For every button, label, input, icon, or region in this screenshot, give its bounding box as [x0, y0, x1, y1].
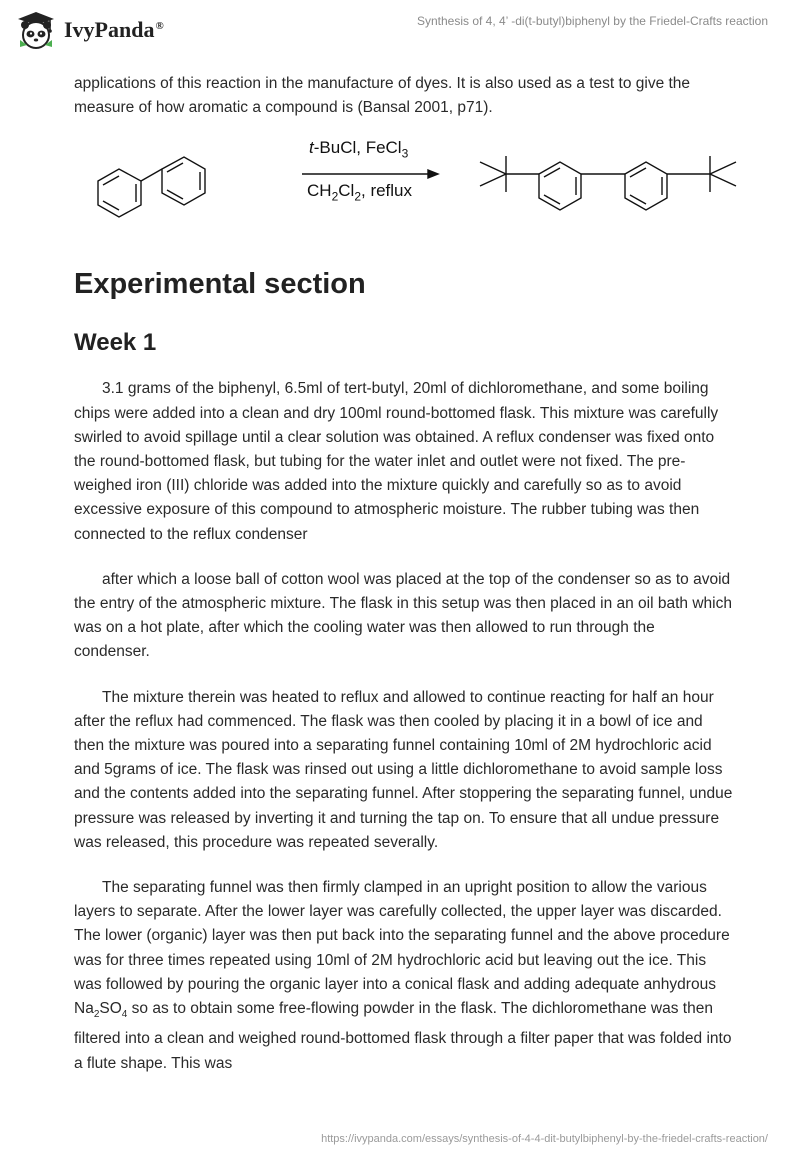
- section-heading: Experimental section: [74, 268, 366, 301]
- paragraph-3: The mixture therein was heated to reflux and allowed to continue reacting for half an hour after the reflux had commenced. The flask was then cooled by placing it in a bowl of ice and then the mixture was poured into a separating funnel containing 10ml of 2M hydrochloric acid and 5grams of ice. The flask was rinsed out using a little dichloromethane to avoid sample loss and the contents added into the separating funnel. After stoppering the separating funnel, undue pressure was released by inverting it and turning the tap on. To ensure that all undue pressure was released, this procedure was repeated severally.: [74, 688, 733, 851]
- document-title: Synthesis of 4, 4’ -di(t-butyl)biphenyl by the Friedel-Crafts reaction: [416, 14, 768, 28]
- article-body: [74, 72, 734, 1076]
- intro-paragraph: applications of this reaction in the manufacture of dyes. It is also used as a test to give the measure of how aromatic a compound is (Bansal 2001, p71).: [74, 75, 691, 117]
- reaction-arrow: [302, 170, 438, 178]
- reaction-diagram: [74, 138, 754, 250]
- subsection-heading: Week 1: [74, 329, 157, 357]
- di-tert-butylbiphenyl-structure: [480, 156, 736, 210]
- ivypanda-logo[interactable]: [14, 10, 164, 50]
- paragraph-4: The separating funnel was then firmly clamped in an upright position to allow the various layers to separate. After the lower layer was carefully collected, the upper layer was discarded. The lower (organic) layer was then put back into the separating funnel and the above procedure was for three times repeated using 10ml of 2M hydrochloric acid but leaving out the ice. This was followed by pouring the organic layer into a conical flask and adding adequate anhydrous $Na_2SO_4$ so as to obtain some free-flowing powder in the flask. The dichloromethane was then filtered into a clean and weighed round-bottomed flask through a filter paper that was folded into a flute shape. This was: [74, 879, 732, 1072]
- brand-name: IvyPanda®: [64, 17, 164, 42]
- page-header: [0, 0, 800, 70]
- reaction-reagents: t-BuCl, FeCl$_3$: [309, 138, 409, 161]
- reaction-scheme: [74, 138, 734, 250]
- paragraph-1: 3.1 grams of the biphenyl, 6.5ml of tert-butyl, 20ml of dichloromethane, and some boiling chips were added into a clean and dry 100ml round-bottomed flask. This mixture was carefully swirled to avoid spillage until a clear solution was obtained. A reflux condenser was fixed onto the round-bottomed flask, but tubing for the water inlet and outlet were not fixed. The pre-weighed iron (III) chloride was added into the mixture quickly and carefully so as to avoid excessive exposure of this compound to atmospheric moisture. The rubber tubing was then connected to the reflux condenser: [74, 380, 719, 543]
- reaction-solvent: $CH_2Cl_2$, reflux: [307, 181, 413, 204]
- biphenyl-structure: [98, 157, 205, 217]
- source-url[interactable]: https://ivypanda.com/essays/synthesis-of-4-4-dit-butylbiphenyl-by-the-friedel-crafts-reaction/: [321, 1133, 768, 1145]
- panda-icon: [14, 10, 58, 50]
- paragraph-2: after which a loose ball of cotton wool was placed at the top of the condenser so as to avoid the entry of the atmospheric mixture. The flask in this setup was then placed in an oil bath which was on a hot plate, after which the cooling water was then allowed to run through the condenser.: [74, 570, 732, 661]
- registered-mark: ®: [155, 19, 164, 32]
